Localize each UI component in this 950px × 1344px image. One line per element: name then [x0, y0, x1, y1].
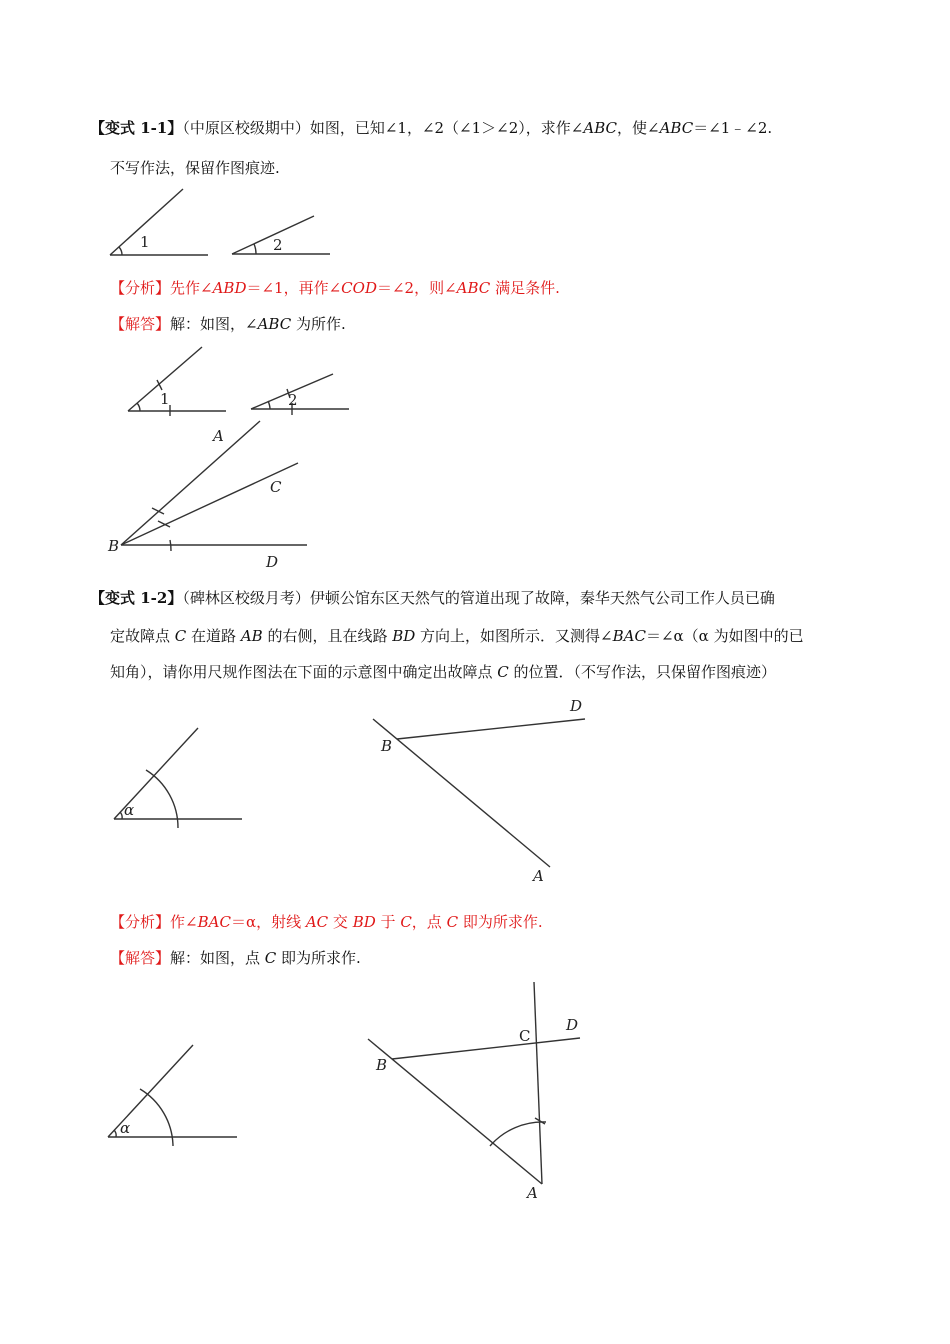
a2-c: C — [400, 913, 412, 931]
a2-bac: BAC — [197, 913, 231, 931]
fig1-label-2: 2 — [273, 236, 283, 254]
p2-l2e: ＝∠α（α 为如图中的已 — [645, 627, 804, 645]
answer1-t1: 解：如图，∠ — [170, 315, 258, 333]
a2-bd: BD — [352, 913, 376, 931]
fig3-label-B: B — [108, 537, 120, 555]
fig5-label-A: A — [533, 867, 544, 885]
p2-l2c: 的右侧，且在线路 — [262, 627, 393, 645]
a2ans-t2: 即为所求作. — [276, 949, 361, 967]
analysis1-t2: ＝∠1，再作∠ — [246, 279, 342, 297]
a2-t5: ，点 — [411, 913, 447, 931]
p2-c: C — [174, 627, 187, 645]
fig7-label-C: C — [519, 1027, 531, 1045]
fig3-label-C: C — [270, 478, 282, 496]
problem2-line1-text: （碑林区校级月考）伊顿公馆东区天然气的管道出现了故障，秦华天然气公司工作人员已确 — [182, 589, 775, 607]
fig2-label-1: 1 — [160, 390, 170, 408]
analysis2-tag: 【分析】 — [110, 913, 171, 931]
fig7-construction — [368, 982, 580, 1184]
fig3-label-D: D — [266, 553, 279, 571]
analysis1-cod: COD — [341, 279, 377, 297]
problem2-tag: 【变式 1-2】 — [90, 589, 183, 607]
fig5-label-B: B — [381, 737, 393, 755]
fig1-angle1 — [110, 189, 208, 255]
analysis1-t3: ＝∠2，则∠ — [376, 279, 457, 297]
fig4-label-alpha: α — [124, 801, 135, 819]
a2-t4: 于 — [375, 913, 401, 931]
p2-bd: BD — [392, 627, 416, 645]
analysis1-abd: ABD — [212, 279, 247, 297]
p2-l3a: 知角），请你用尺规作图法在下面的示意图中确定出故障点 — [110, 663, 498, 681]
problem1-abc2: ABC — [659, 119, 694, 137]
problem1-abc1: ABC — [583, 119, 617, 137]
p2-c2: C — [497, 663, 509, 681]
p2-bac: BAC — [612, 627, 646, 645]
fig5-label-D: D — [570, 697, 583, 715]
fig7-label-D: D — [566, 1016, 579, 1034]
fig2-label-2: 2 — [288, 391, 298, 409]
answer2-tag: 【解答】 — [110, 949, 171, 967]
p2-l2a: 定故障点 — [110, 627, 175, 645]
problem1-text-a: （中原区校级期中）如图，已知∠1，∠2（∠1＞∠2），求作∠ — [182, 119, 584, 137]
answer1-t2: 为所作. — [291, 315, 346, 333]
problem1-tag: 【变式 1-1】 — [90, 119, 183, 137]
p2-l2b: 在道路 — [186, 627, 241, 645]
fig7-label-B: B — [376, 1056, 388, 1074]
a2ans-t1: 解：如图，点 — [170, 949, 265, 967]
p2-l2d: 方向上，如图所示．又测得∠ — [415, 627, 613, 645]
answer1-abc: ABC — [257, 315, 292, 333]
a2-t1: 作∠ — [170, 913, 198, 931]
analysis1-tag: 【分析】 — [110, 279, 171, 297]
p2-ab: AB — [240, 627, 263, 645]
a2-ac: AC — [305, 913, 329, 931]
analysis1-abc: ABC — [456, 279, 491, 297]
fig7-label-A: A — [527, 1184, 538, 1202]
analysis1-t4: 满足条件. — [490, 279, 560, 297]
a2ans-c: C — [264, 949, 277, 967]
fig2-angle1 — [128, 347, 226, 416]
fig1-label-1: 1 — [140, 233, 150, 251]
a2-t6: 即为所求作. — [458, 913, 543, 931]
problem1-text-b: ，使∠ — [616, 119, 660, 137]
p2-l3b: 的位置．（不写作法，只保留作图痕迹） — [508, 663, 777, 681]
fig3-label-A: A — [213, 427, 224, 445]
a2-t3: 交 — [328, 913, 353, 931]
problem1-line2: 不写作法，保留作图痕迹. — [110, 159, 280, 177]
a2-t2: ＝α，射线 — [230, 913, 306, 931]
analysis1-t1: 先作∠ — [170, 279, 213, 297]
answer1-tag: 【解答】 — [110, 315, 171, 333]
fig6-label-alpha: α — [120, 1119, 131, 1137]
a2-c2: C — [446, 913, 459, 931]
fig2-angle2 — [251, 374, 349, 415]
problem1-text-c: ＝∠1﹣∠2. — [693, 119, 773, 137]
fig5-bda — [373, 719, 585, 867]
